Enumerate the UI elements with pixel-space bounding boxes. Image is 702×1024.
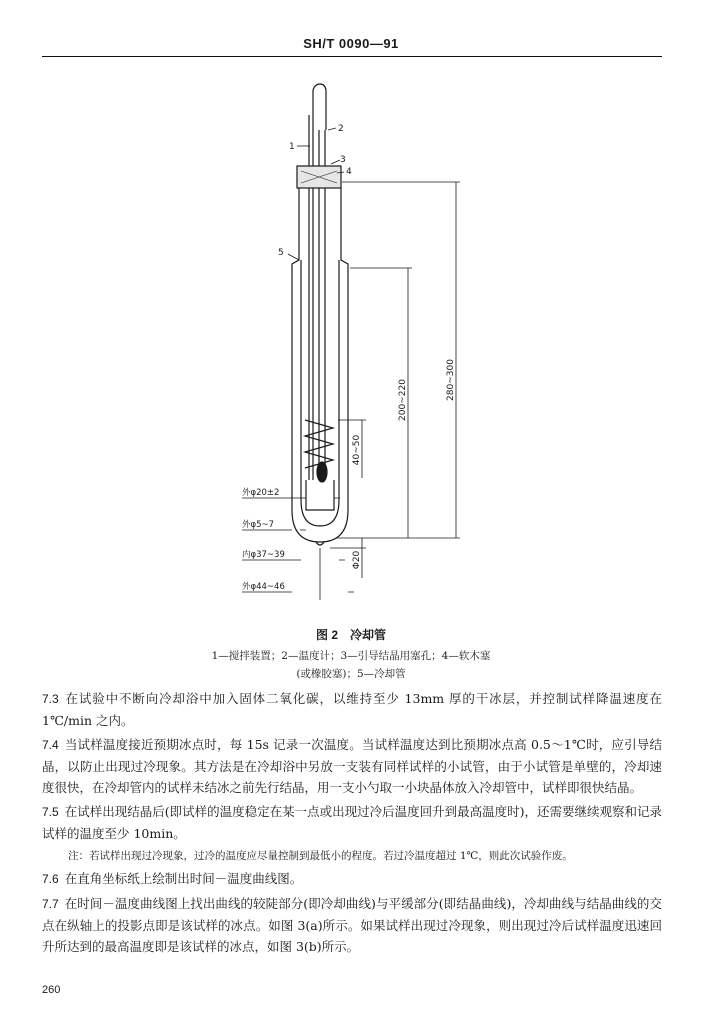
dim-wall: 外φ5~7	[242, 520, 275, 530]
figure-cooling-tube	[0, 70, 702, 620]
callout-4: 4	[346, 167, 352, 177]
thermometer-bulb	[317, 462, 327, 482]
paragraph-7-4: 7.4 当试样温度接近预期冰点时，每 15s 记录一次温度。当试样温度达到比预期冰点高 0.5～1℃时，应引导结晶，以防止出现过冷现象。其方法是在冷却浴中另放一支装有同样试样的小试管，由于小试管是单壁的，冷却速度很快，在冷却管内的试样未结冰之前先行结晶，用一支小勺取一小块晶体放入冷却管中，试样即很快结晶。	[42, 737, 662, 795]
paragraph-7-7: 7.7 在时间－温度曲线图上找出曲线的较陡部分(即冷却曲线)与平缓部分(即结晶曲线)，冷却曲线与结晶曲线的交点在纵轴上的投影点即是该试样的冰点。如图 3(a)所示。如果试样出现过冷现象，则出现过冷后试样温度迅速回升所达到的最高温度即是该试样的冰点，如图 3(b)所示。	[42, 896, 662, 954]
body-text	[42, 688, 662, 960]
inner-test-tube	[301, 260, 339, 526]
callout-1: 1	[289, 142, 295, 152]
note-supercooling: 注：若试样出现过冷现象，过冷的温度应尽量控制到最低小的程度。若过冷温度超过 1℃，则此次试验作废。	[68, 850, 573, 862]
dim-bottom-gap: Φ20	[352, 550, 362, 570]
dim-inner-height: 200~220	[398, 379, 408, 421]
dim-small-od: 外φ20±2	[242, 488, 280, 498]
dim-outer-diameter: 外φ44~46	[242, 582, 285, 592]
stirrer-rod	[313, 84, 326, 130]
dim-stir-gap: 40~50	[352, 434, 362, 466]
cooling-tube-diagram	[0, 70, 702, 620]
figure-legend-line-2: (或橡胶塞)；5—冷却管	[296, 668, 406, 680]
dim-inner-diameter: 内φ37~39	[242, 550, 285, 560]
paragraph-7-3: 7.3 在试验中不断向冷却浴中加入固体二氧化碳，以维持至少 13mm 厚的干冰层，并控制试样降温速度在 1℃/min 之内。	[42, 691, 662, 728]
dim-total-height: 280~300	[446, 359, 456, 401]
figure-title: 图 2 冷却管	[315, 628, 386, 642]
callout-2: 2	[338, 124, 344, 134]
paragraph-7-6: 7.6 在直角坐标纸上绘制出时间－温度曲线图。	[42, 871, 303, 886]
page-header: SH/T 0090—91	[303, 36, 399, 51]
page-number: 260	[42, 984, 61, 996]
paragraph-7-5: 7.5 在试样出现结晶后(即试样的温度稳定在某一点或出现过冷后温度回升到最高温度时)，还需要继续观察和记录试样的温度至少 10min。	[42, 804, 662, 841]
figure-legend-line-1: 1—搅拌装置；2—温度计；3—引导结晶用塞孔；4—软木塞	[211, 650, 491, 662]
callout-3: 3	[340, 155, 346, 165]
callout-5: 5	[278, 248, 284, 258]
header-rule	[42, 56, 662, 57]
